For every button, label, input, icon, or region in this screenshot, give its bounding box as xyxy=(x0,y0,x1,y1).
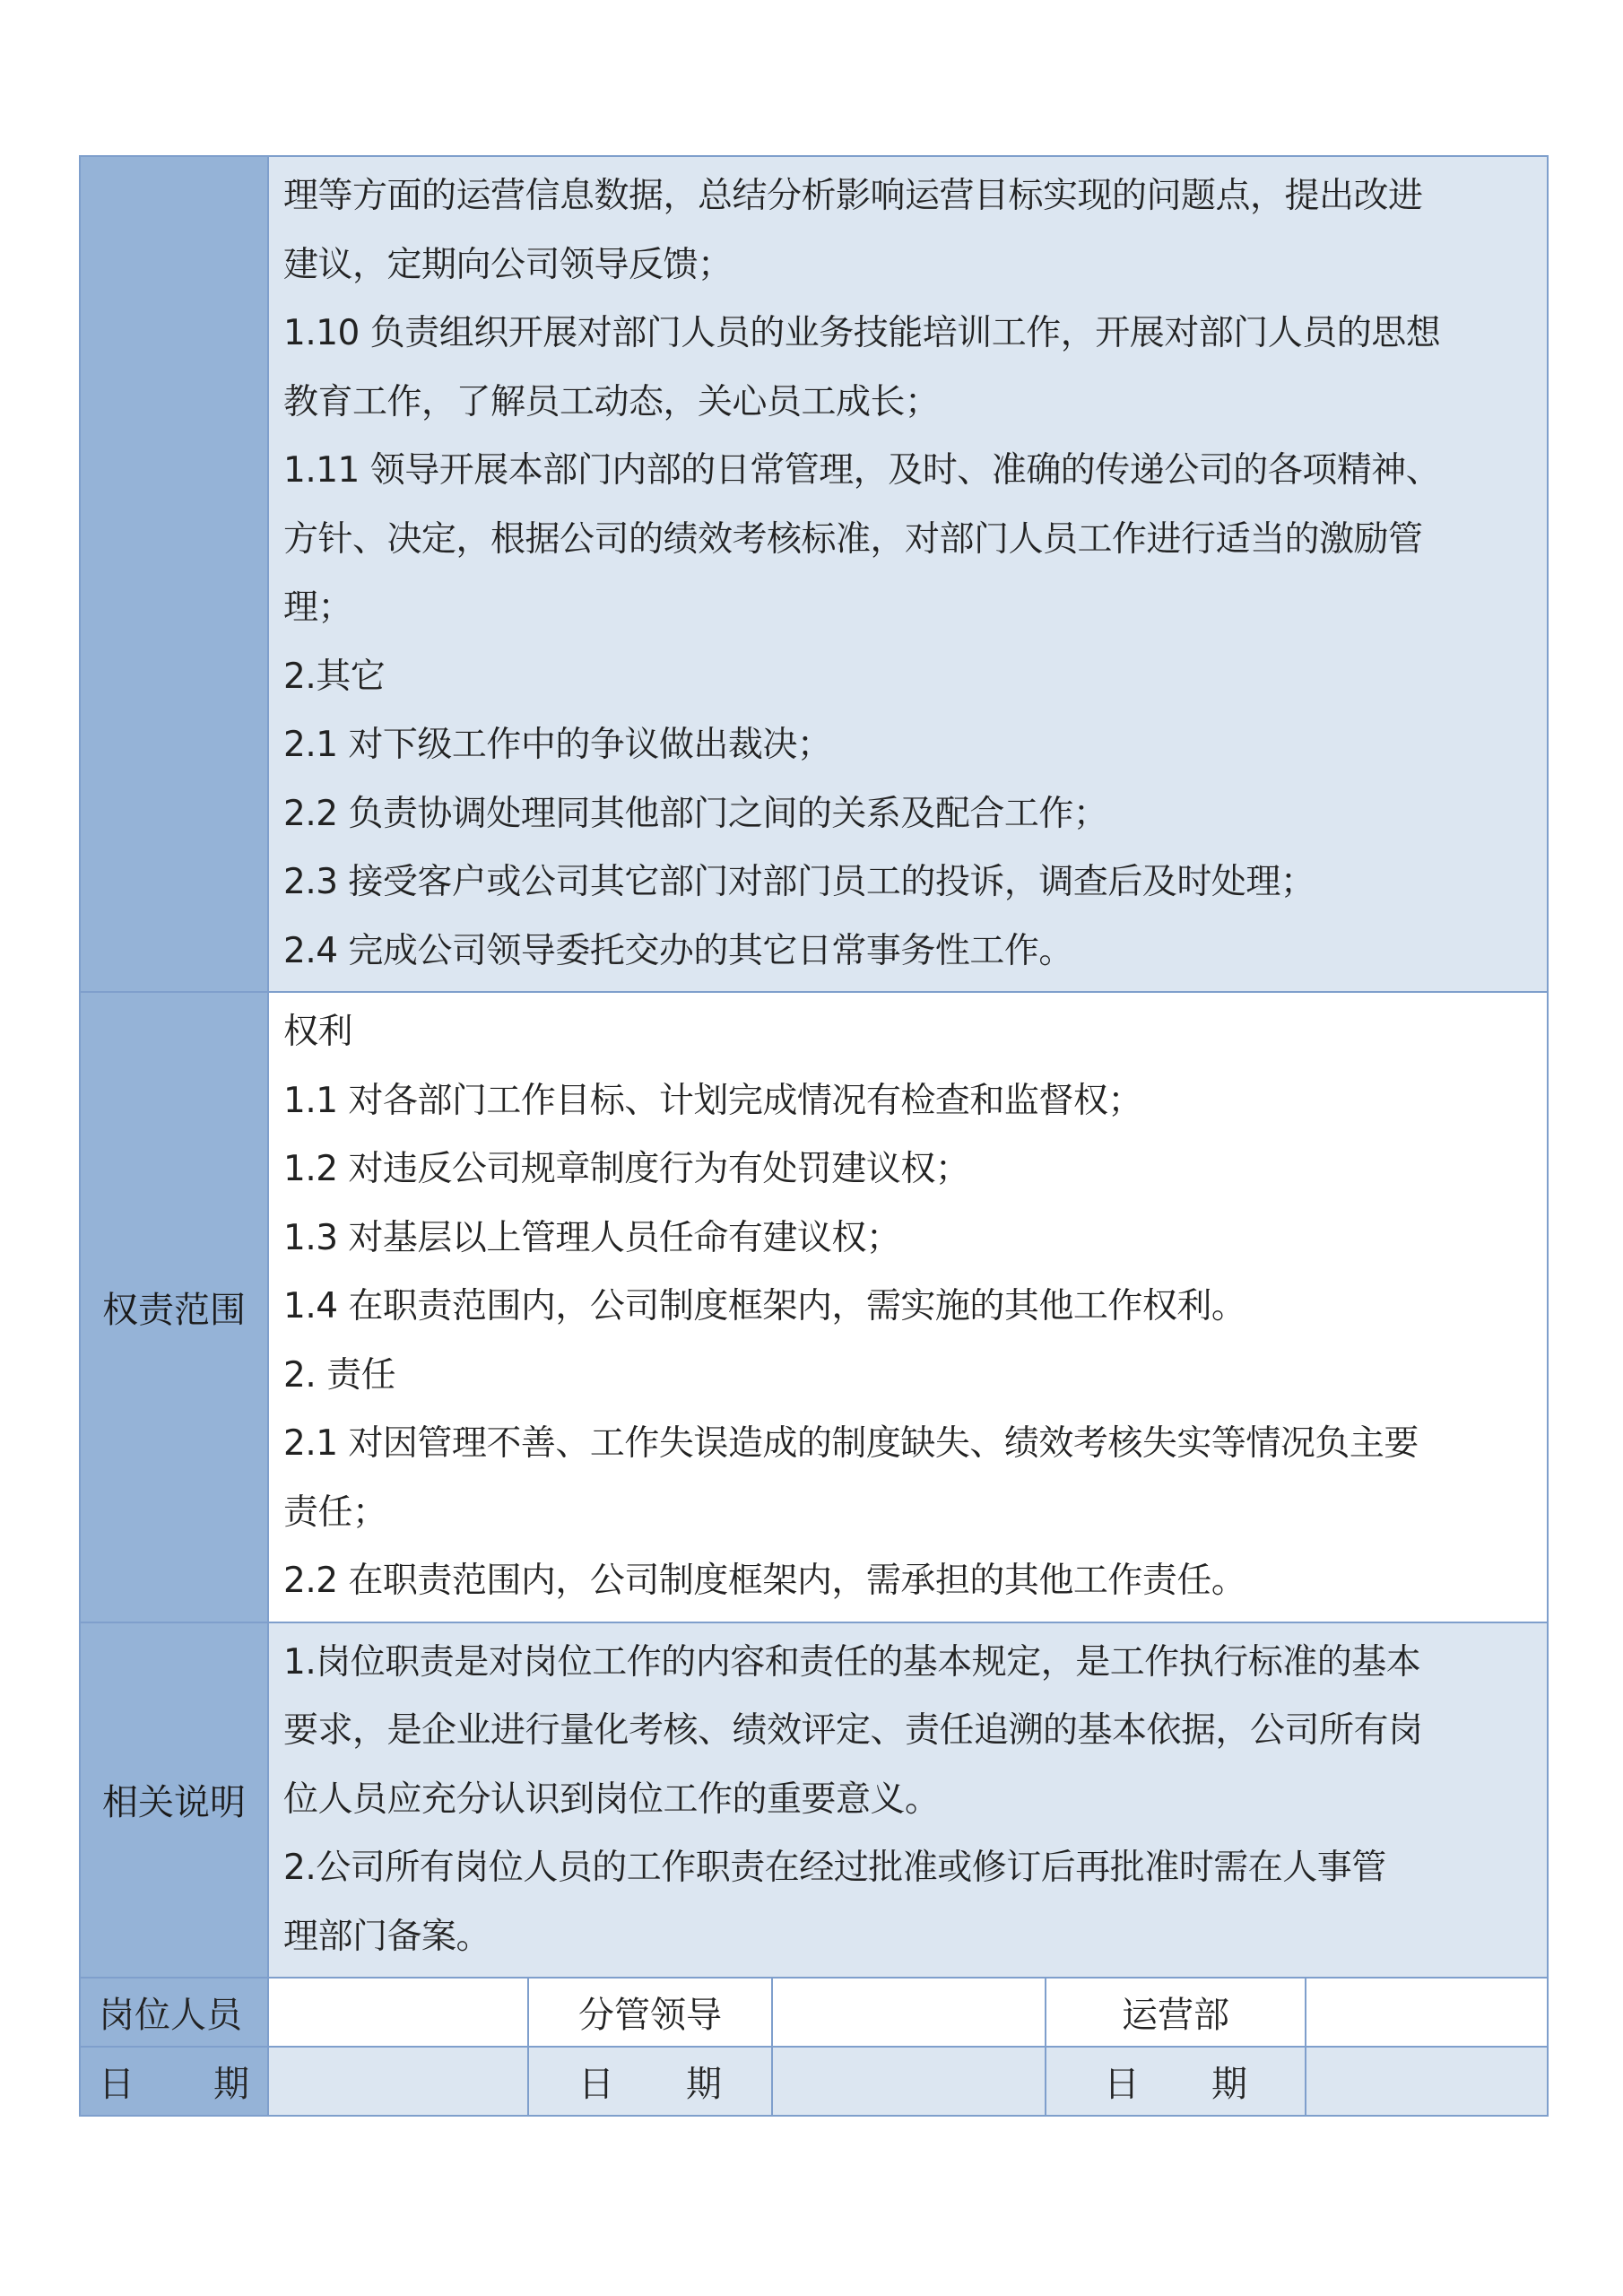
duties-line: 教育工作，了解员工动态，关心员工成长； xyxy=(283,381,940,422)
duties-line: 建议，定期向公司领导反馈； xyxy=(283,244,733,285)
duties-line: 2.3 接受客户或公司其它部门对部门员工的投诉，调查后及时处理； xyxy=(283,862,1315,902)
position-staff-label: 岗位人员 xyxy=(80,1978,268,2047)
operations-dept-date-field[interactable] xyxy=(1306,2047,1548,2116)
duties-line: 2.1 对下级工作中的争议做出裁决； xyxy=(283,725,832,765)
notes-line: 理部门备案。 xyxy=(283,1916,491,1957)
position-staff-signature-field[interactable] xyxy=(268,1978,528,2047)
authority-line: 权利 xyxy=(283,1012,353,1052)
notes-label: 相关说明 xyxy=(80,1622,268,1979)
duties-line: 1.10 负责组织开展对部门人员的业务技能培训工作，开展对部门人员的思想 xyxy=(283,313,1441,353)
notes-content-cell xyxy=(268,1622,1548,1979)
authority-line: 1.4 在职责范围内，公司制度框架内，需实施的其他工作权利。 xyxy=(283,1286,1246,1326)
duties-line: 1.11 领导开展本部门内部的日常管理，及时、准确的传递公司的各项精神、 xyxy=(283,450,1441,491)
supervisor-signature-field[interactable] xyxy=(772,1978,1046,2047)
date-row xyxy=(80,2047,1548,2116)
operations-date-char-2: 期 xyxy=(1211,2064,1247,2105)
operations-date-char-1: 日 xyxy=(1104,2064,1140,2105)
duties-line: 2.4 完成公司领导委托交办的其它日常事务性工作。 xyxy=(283,930,1073,971)
authority-line: 2.2 在职责范围内，公司制度框架内，需承担的其他工作责任。 xyxy=(283,1561,1246,1601)
authority-line: 责任； xyxy=(283,1492,387,1533)
supervisor-date-char-1: 日 xyxy=(578,2064,614,2105)
duties-content-cell xyxy=(268,156,1548,992)
notes-line: 要求，是企业进行量化考核、绩效评定、责任追溯的基本依据，公司所有岗 xyxy=(283,1710,1423,1751)
operations-dept-signature-field[interactable] xyxy=(1306,1978,1548,2047)
authority-content-cell xyxy=(268,992,1548,1622)
authority-line: 2. 责任 xyxy=(283,1354,396,1396)
notes-row xyxy=(80,1622,1548,1979)
operations-dept-date-label xyxy=(1046,2047,1306,2116)
notes-line: 2.公司所有岗位人员的工作职责在经过批准或修订后再批准时需在人事管 xyxy=(283,1848,1386,1888)
authority-line: 1.2 对违反公司规章制度行为有处罚建议权； xyxy=(283,1149,970,1189)
job-description-table xyxy=(79,155,1549,2117)
authority-row xyxy=(80,992,1548,1622)
date-label xyxy=(80,2047,268,2116)
supervisor-date-field[interactable] xyxy=(772,2047,1046,2116)
supervisor-date-char-2: 期 xyxy=(686,2064,722,2105)
authority-line: 2.1 对因管理不善、工作失误造成的制度缺失、绩效考核失实等情况负主要 xyxy=(283,1423,1419,1464)
notes-line: 1.岗位职责是对岗位工作的内容和责任的基本规定，是工作执行标准的基本 xyxy=(283,1641,1421,1683)
duties-line: 理； xyxy=(283,587,353,628)
supervisor-date-label xyxy=(528,2047,772,2116)
operations-dept-label: 运营部 xyxy=(1046,1978,1306,2047)
notes-line: 位人员应充分认识到岗位工作的重要意义。 xyxy=(283,1779,940,1820)
date-label-char-2: 期 xyxy=(213,2064,249,2105)
duties-line: 2.2 负责协调处理同其他部门之间的关系及配合工作； xyxy=(283,793,1108,834)
authority-label: 权责范围 xyxy=(80,992,268,1622)
authority-line: 1.1 对各部门工作目标、计划完成情况有检查和监督权； xyxy=(283,1080,1142,1121)
duties-line: 理等方面的运营信息数据，总结分析影响运营目标实现的问题点，提出改进 xyxy=(283,176,1423,216)
duties-line: 方针、决定，根据公司的绩效考核标准，对部门人员工作进行适当的激励管 xyxy=(283,518,1423,560)
duties-line: 2.其它 xyxy=(283,656,386,697)
duties-label-cell xyxy=(80,156,268,992)
signature-row xyxy=(80,1978,1548,2047)
supervisor-label: 分管领导 xyxy=(528,1978,772,2047)
position-staff-date-field[interactable] xyxy=(268,2047,528,2116)
duties-row xyxy=(80,156,1548,992)
authority-line: 1.3 对基层以上管理人员任命有建议权； xyxy=(283,1217,901,1258)
date-label-char-1: 日 xyxy=(99,2064,135,2105)
